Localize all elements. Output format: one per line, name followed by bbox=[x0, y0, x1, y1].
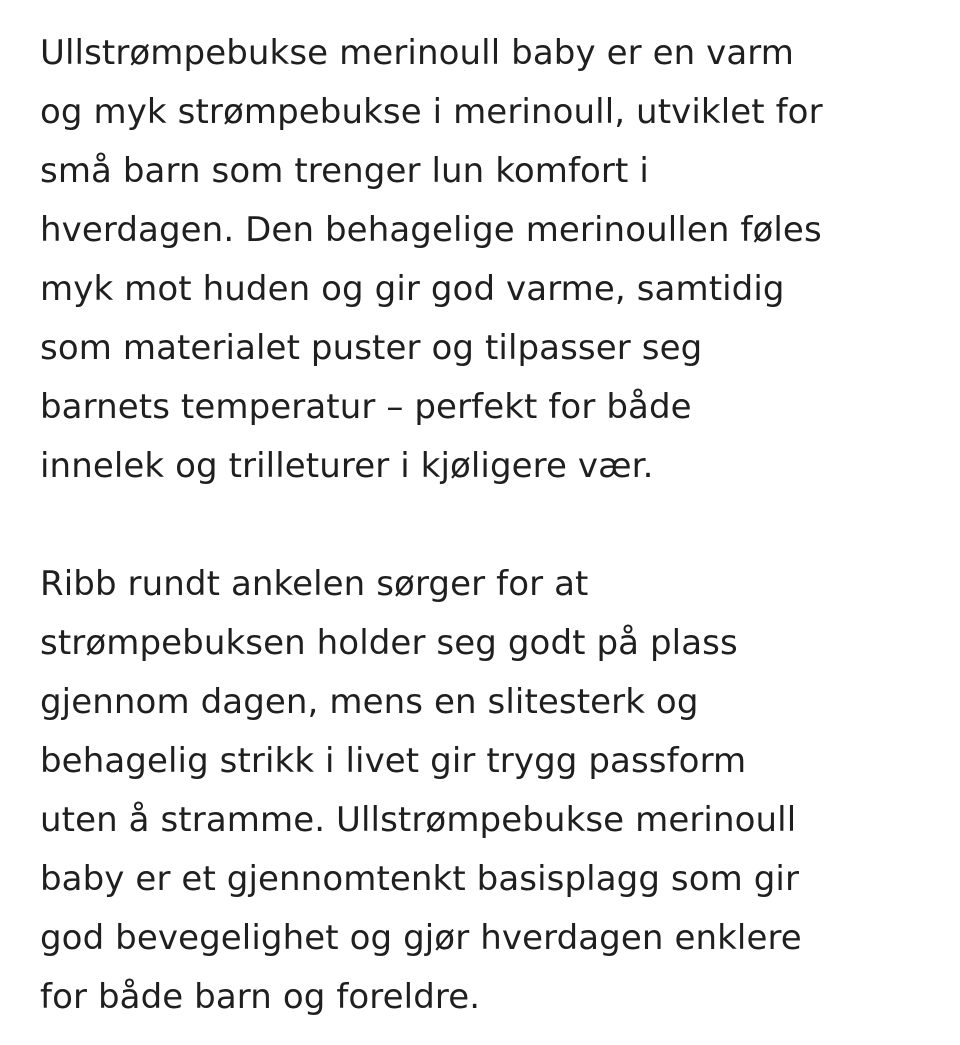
paragraph-1-line-6: som materialet puster og tilpasser seg bbox=[40, 328, 703, 368]
paragraph-1-line-8: innelek og trilleturer i kjøligere vær. bbox=[40, 446, 654, 486]
paragraph-2-line-4: behagelig strikk i livet gir trygg passform bbox=[40, 741, 747, 781]
product-description bbox=[40, 24, 940, 1027]
description-paragraph-2 bbox=[40, 555, 940, 1027]
paragraph-2-line-1: Ribb rundt ankelen sørger for at bbox=[40, 564, 589, 604]
paragraph-gap bbox=[40, 496, 940, 555]
paragraph-1-line-1: Ullstrømpebukse merinoull baby er en varm bbox=[40, 33, 795, 73]
paragraph-1-line-5: myk mot huden og gir god varme, samtidig bbox=[40, 269, 785, 309]
paragraph-2-line-5: uten å stramme. Ullstrømpebukse merinoull bbox=[40, 800, 797, 840]
paragraph-1-line-7: barnets temperatur – perfekt for både bbox=[40, 387, 692, 427]
paragraph-2-line-2: strømpebuksen holder seg godt på plass bbox=[40, 623, 738, 663]
paragraph-2-line-6: baby er et gjennomtenkt basisplagg som gir bbox=[40, 859, 800, 899]
paragraph-1-line-2: og myk strømpebukse i merinoull, utviklet for bbox=[40, 92, 823, 132]
description-paragraph-1 bbox=[40, 24, 940, 496]
paragraph-2-line-7: god bevegelighet og gjør hverdagen enklere bbox=[40, 918, 802, 958]
paragraph-2-line-8: for både barn og foreldre. bbox=[40, 977, 481, 1017]
paragraph-1-line-3: små barn som trenger lun komfort i bbox=[40, 151, 649, 191]
paragraph-1-line-4: hverdagen. Den behagelige merinoullen føles bbox=[40, 210, 822, 250]
paragraph-2-line-3: gjennom dagen, mens en slitesterk og bbox=[40, 682, 699, 722]
